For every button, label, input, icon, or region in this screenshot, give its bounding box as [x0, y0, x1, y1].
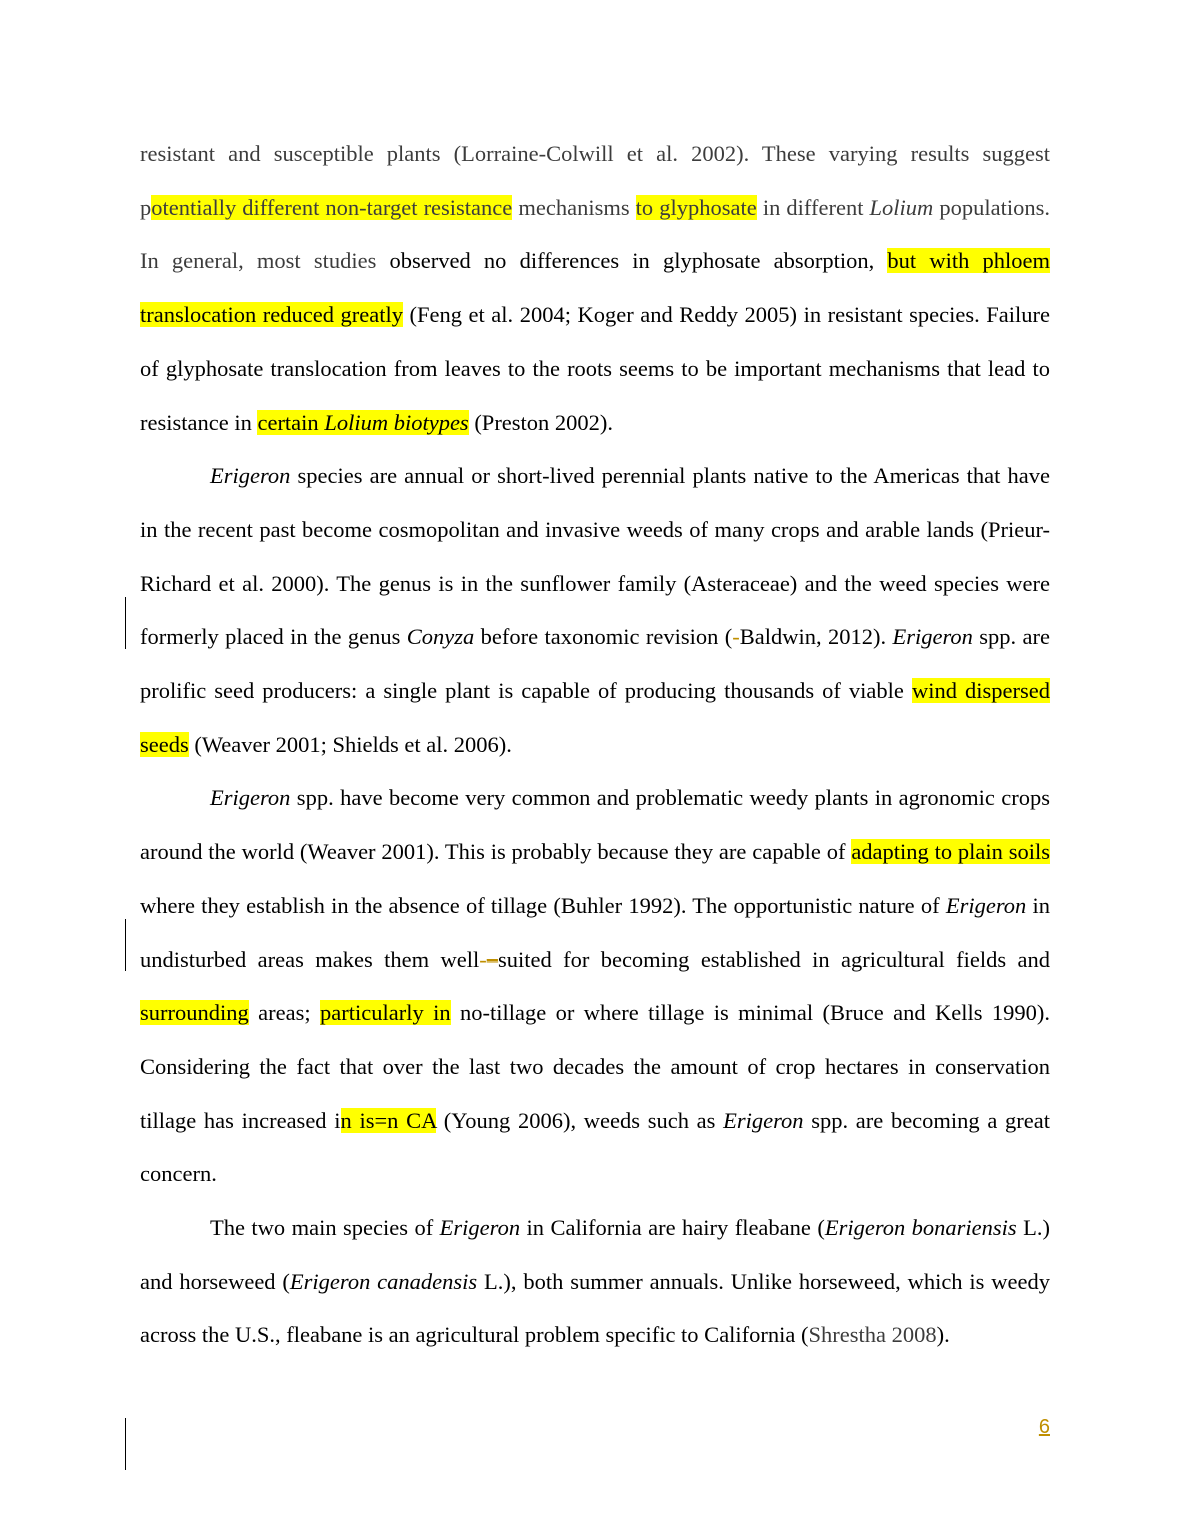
- text-run: suited for becoming established in agricultural fields and: [497, 946, 1051, 972]
- change-bar: [125, 919, 126, 971]
- text-run: The two main species of: [210, 1215, 440, 1241]
- highlighted-text: particularly in: [320, 1000, 451, 1026]
- text-run: L.), both summer annuals. Unlike horseweed, which is weedy across the U.S., fleabane is an agricultural problem specific to California (: [140, 1268, 1050, 1348]
- italic-text: Erigeron bonariensis: [824, 1215, 1017, 1241]
- text-run: Shrestha 2008: [808, 1322, 937, 1348]
- text-run: mechanisms: [512, 194, 636, 220]
- highlighted-text: Lolium biotypes: [324, 409, 469, 435]
- italic-text: Erigeron: [892, 624, 973, 650]
- text-run: (Weaver 2001; Shields et al. 2006).: [188, 731, 512, 757]
- body-text: [140, 127, 1050, 1362]
- italic-text: Erigeron: [723, 1107, 804, 1133]
- italic-text: Erigeron: [945, 892, 1027, 918]
- text-run: spp. are prolific seed producers: a single plant is capable of producing thousands of viable: [140, 624, 1050, 704]
- paragraph: [140, 1201, 1050, 1362]
- text-run: areas;: [248, 1000, 320, 1026]
- italic-text: Erigeron: [210, 463, 291, 489]
- paragraph: [140, 771, 1050, 1201]
- deleted-text: –: [486, 946, 498, 972]
- text-run: L.) and horseweed (: [140, 1215, 1050, 1294]
- text-run: where they establish in the absence of tillage (Buhler 1992). The opportunistic nature of: [140, 892, 946, 918]
- highlighted-text: n is=n CA: [340, 1107, 437, 1133]
- italic-text: Lolium: [869, 194, 934, 220]
- italic-text: Erigeron: [210, 785, 291, 811]
- paragraph: [140, 449, 1050, 771]
- inserted-text: -: [479, 946, 487, 972]
- text-run: no-tillage or where tillage is minimal (Bruce and Kells 1990). Considering the fact that over the last two decades the amount of crop hectares in conservation tillage has increased i: [140, 1000, 1050, 1133]
- page-number: 6: [1038, 1416, 1050, 1438]
- highlighted-text: surrounding: [140, 1000, 249, 1026]
- italic-text: Conyza: [406, 624, 475, 650]
- highlighted-text: wind dispersed seeds: [140, 678, 1050, 757]
- text-run: resistant and susceptible plants (Lorraine-Colwill et al. 2002). These varying results suggest p: [140, 141, 1050, 220]
- text-run: before taxonomic revision (: [474, 624, 733, 650]
- text-run: in undisturbed areas makes them well: [140, 892, 1050, 972]
- text-run: observed no differences in glyphosate absorption,: [389, 248, 888, 274]
- text-run: ).: [936, 1322, 950, 1348]
- text-run: spp. have become very common and problematic weedy plants in agronomic crops around the world (Weaver 2001). This is probably because they are capable of: [140, 785, 1050, 865]
- change-bar: [125, 597, 126, 649]
- highlighted-text: otentially different non-target resistance: [151, 194, 513, 220]
- text-run: (Feng et al. 2004; Koger and Reddy 2005) in resistant species. Failure of glyphosate translocation from leaves to the roots seems to be important mechanisms that lead to resistance in: [140, 302, 1051, 435]
- text-run: species are annual or short-lived perennial plants native to the Americas that have in the recent past become cosmopolitan and invasive weeds of many crops and arable lands (Prieur-Richard et al. 2000). The genus is in the sunflower family (Asteraceae) and the weed species were formerly placed in the genus: [140, 463, 1050, 650]
- text-run: in different: [756, 194, 870, 220]
- change-bar: [125, 1418, 126, 1470]
- highlighted-text: adapting to plain soils: [851, 839, 1051, 865]
- text-run: in California are hairy fleabane (: [520, 1215, 825, 1241]
- text-run: (Preston 2002).: [468, 409, 614, 435]
- italic-text: Erigeron: [439, 1215, 521, 1241]
- text-run: populations. In general, most studies: [140, 194, 1050, 274]
- highlighted-text: certain: [257, 409, 325, 435]
- paragraph: [140, 127, 1050, 449]
- highlighted-text: but with phloem translocation reduced greatly: [140, 248, 1050, 328]
- text-run: Baldwin, 2012).: [739, 624, 893, 650]
- text-run: spp. are becoming a great concern.: [140, 1107, 1051, 1187]
- text-run: (Young 2006), weeds such as: [436, 1107, 724, 1133]
- inserted-text: -: [732, 624, 740, 650]
- italic-text: Erigeron canadensis: [289, 1268, 478, 1294]
- highlighted-text: to glyphosate: [635, 194, 757, 220]
